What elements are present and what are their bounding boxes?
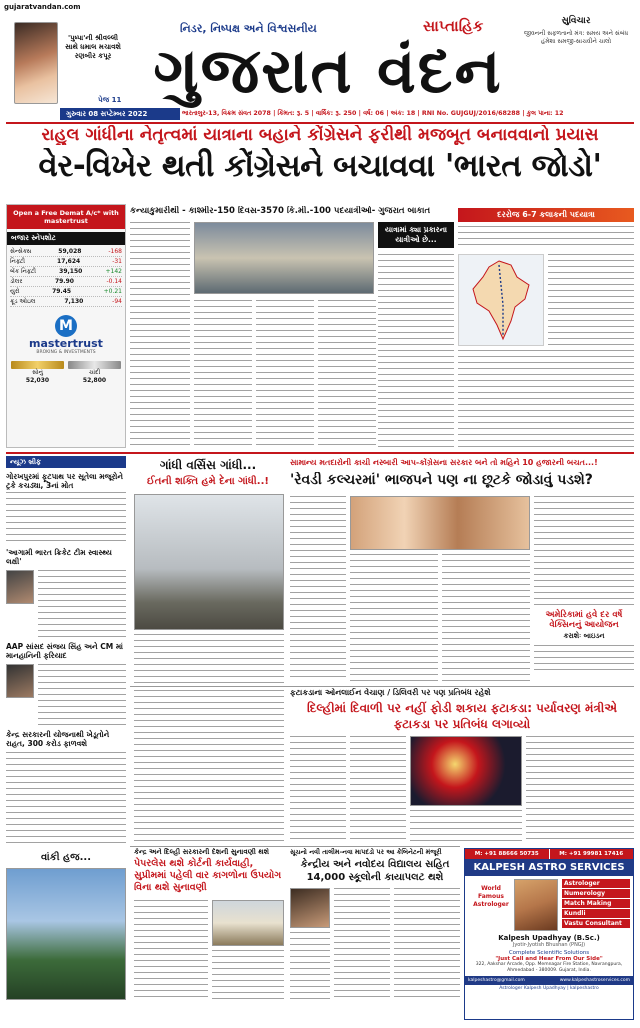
market-row-change: +142 (105, 268, 122, 275)
site-url[interactable]: gujaratvandan.com (4, 3, 81, 11)
supreme-photo (212, 900, 284, 946)
americas-headline: અમેરિકામાં હવે દર વર્ષે વેક્સિનનું આયોજન (545, 610, 623, 630)
lead-text-col-2 (194, 300, 252, 450)
bottom-left-title: વાંકી હજ... (40, 852, 92, 863)
feature-text (134, 634, 284, 684)
market-row (10, 267, 122, 277)
rewdi-text-2 (350, 554, 438, 682)
delhi-text-3 (410, 810, 522, 844)
ad-phone-1[interactable]: M: +91 88666 50735 (465, 849, 549, 859)
market-row-name: યુરો (10, 288, 20, 295)
silver-block (68, 361, 121, 384)
suvichar-box (520, 16, 632, 86)
ad-service-item: Match Making (562, 899, 630, 908)
ad-service-item: Vastu Consultant (562, 919, 630, 928)
supreme-headline: પેપરલેસ થશે કોર્ટની કાર્યવાહી, સુપ્રીમમાં પહેલી વાર કાગળોના ઉપયોગ વિના થશે સુનાવણી (134, 858, 282, 893)
market-row (10, 257, 122, 267)
suvichar-title: સુવિચાર (561, 16, 591, 26)
map-heading: દરરોજ 6-7 કલાકની પદયાત્રા (458, 208, 634, 222)
schools-headline: કેન્દ્રીય અને નવોદય વિદ્યાલય સહિત 14,000 સ્કૂલોની કાયાપલટ થશે (300, 859, 450, 883)
ad-service-item: Numerology (562, 889, 630, 898)
side-heading: યાત્રામાં ક્યા પ્રકારના યાત્રીઓ છે... (378, 222, 454, 248)
market-row-value: 79.90 (54, 278, 74, 285)
page-number: પેજ 11 (98, 96, 122, 104)
schools-text-2 (394, 888, 460, 1000)
market-row-name: ડોલર (10, 278, 23, 285)
ad-contacts (465, 976, 633, 985)
delhi-photo (410, 736, 522, 806)
brief-4: કેન્દ્ર સરકારની યોજનાથી ખેડૂતોને રાહત, 300 કરોડ ફાળવશે (6, 730, 110, 748)
delhi-text-2 (350, 736, 406, 844)
mastertrust-mark-icon: M (55, 315, 77, 337)
ad-brand: KALPESH ASTRO SERVICES (465, 859, 633, 876)
market-row-name: બેંક નિફ્ટી (10, 268, 36, 275)
ad-service-item: Astrologer (562, 879, 630, 888)
ad-web[interactable]: www.kalpeshastroservices.com (559, 978, 630, 983)
map-text (458, 226, 634, 250)
rewdi-headline: 'રેવડી કલ્ચરમાં' ભાજપને પણ ના છૂટકે જોડાવું પડશે? (290, 472, 593, 488)
mastertrust-logo[interactable] (16, 315, 116, 355)
ad-quote: "Just Call and Hear From Our Side" (495, 956, 603, 962)
lead-headline: વેર-વિખેર થતી કોંગ્રેસને બચાવવા 'ભારત જોડો' (38, 148, 602, 184)
schools-kicker: સૂચનો નવી તાલીમ-નવા માપદંડો પર આ કેબિનેટની મંજૂરી (290, 848, 442, 856)
schools-photo (290, 888, 330, 928)
rewdi-kicker: સામાન્ય મતદારોની કાચી નસ્બારી આપ-કોંગ્રેસના સરકાર બને તો મહિને 10 હજારની બચત...! (290, 458, 598, 467)
market-row-change: -94 (112, 298, 122, 305)
delhi-text-4 (526, 736, 634, 844)
brief-2: 'આગામી ભારત ક્રિકેટ ટીમ સ્વાસ્થ્ય લક્ષી' (6, 548, 112, 566)
route-map (458, 254, 544, 346)
india-map-icon (459, 255, 545, 347)
ad-sub: World Famous Astrologer (473, 885, 509, 908)
masthead-tagline: નિડર, નિષ્પક્ષ અને વિશ્વસનીય (180, 22, 317, 35)
ad-person-sub: Jyotir-Jyotish Bhushan (PNGJ) (512, 942, 586, 948)
lead-text-col-1 (130, 222, 190, 450)
feature-title: ગાંધી વર્સિસ ગાંધી... (159, 458, 257, 472)
americas-byline: કરાશેઃ બાઇડન (563, 632, 605, 640)
gold-value: 52,030 (25, 377, 50, 384)
silver-label: ચાંદી (88, 369, 101, 376)
ad-services (562, 879, 630, 931)
market-row-name: ક્રૂડ ઓઇલ (10, 298, 36, 305)
gold-label: સોનું (32, 369, 43, 376)
market-row (10, 277, 122, 287)
americas-text (534, 645, 634, 675)
lead-text-col-4 (318, 300, 376, 450)
delhi-text-1 (290, 736, 346, 844)
suvichar-text: જીવનની સફળતાનો મંત્ર: સમય અને સંબંધ હંમેશા સમજી-સાચવીને ચાલો (523, 30, 629, 45)
market-banner[interactable]: Open a Free Demat A/c* with mastertrust (7, 205, 125, 229)
brief-1: ગોરખપુરમાં ફૂટપાથ પર સૂતેલા મજૂરોને ટ્રકે કચડ્યા, 3નાં મોત (6, 472, 123, 490)
market-row-value: 39,150 (59, 268, 83, 275)
lead-kicker: રાહુલ ગાંધીના નેતૃત્વમાં યાત્રાના બહાને કોંગ્રેસને ફરીથી મજબૂત બનાવવાનો પ્રયાસ (41, 125, 599, 145)
brief-3: AAP સાંસદ સંજય સિંહ અને CM માં માનહાનિની ફરિયાદ (6, 642, 123, 660)
date-bar: ગુરુવાર 08 સપ્ટેમ્બર 2022 (60, 108, 180, 120)
masthead-divider (6, 122, 634, 124)
market-rows (7, 245, 125, 309)
divider-3 (130, 846, 460, 847)
market-row-change: +0.21 (103, 288, 122, 295)
market-row-change: -31 (112, 258, 122, 265)
market-row-value: 59,028 (58, 248, 82, 255)
side-text (378, 254, 454, 450)
market-row-name: નિફ્ટી (10, 258, 26, 265)
market-row-value: 79.45 (52, 288, 72, 295)
ad-phones (465, 849, 633, 859)
market-row (10, 287, 122, 297)
ad-portrait (514, 879, 558, 931)
mastertrust-brand: mastertrust (29, 337, 103, 350)
rewdi-text-4 (534, 496, 634, 606)
silver-icon (68, 361, 121, 369)
feature-photo (134, 494, 284, 630)
delhi-headline: દિલ્હીમાં દિવાળી પર નહીં ફોડી શકાય ફટાકડા: પર્યાવરણ મંત્રીએ ફટાકડા પર પ્રતિબંધ લગાવ્યો (307, 701, 617, 731)
americas-box (534, 610, 634, 684)
rewdi-text-3 (442, 554, 530, 682)
ad-service-item: Kundli (562, 909, 630, 918)
bottom-left-photo (6, 868, 126, 1000)
brief-2-text (38, 570, 126, 638)
market-row (10, 247, 122, 257)
market-row-value: 17,624 (57, 258, 81, 265)
market-row-change: -168 (108, 248, 122, 255)
market-row (10, 297, 122, 307)
lead-photo (194, 222, 374, 294)
market-panel (6, 204, 126, 448)
ad-phone-2[interactable]: M: +91 99981 17416 (549, 849, 634, 859)
promo-photo (14, 22, 58, 104)
astro-ad[interactable] (464, 848, 634, 1020)
supreme-text-2 (212, 950, 284, 1000)
ad-person: Kalpesh Upadhyay (B.Sc.) (498, 934, 600, 942)
gold-block (11, 361, 64, 384)
brief-4-text (6, 752, 126, 846)
mastertrust-sub: BROKING & INVESTMENTS (36, 350, 96, 355)
lead-subline: કન્યાકુમારીથી - કાશ્મીર-150 દિવસ-3570 કિ.મી.-100 પદયાત્રીઓ- ગુજરાત બાકાત (130, 206, 431, 216)
masthead-title: ગુજરાત વંદન (153, 34, 503, 107)
map-bottom-text (458, 350, 634, 450)
ad-email[interactable]: kalpeshastro@gmail.com (468, 978, 525, 983)
metals-row (7, 355, 125, 384)
promo-text: 'પુષ્પા'ની શ્રીવલ્લી સાથે ધમાલ મચાવશે રણબીર કપૂર (65, 34, 121, 60)
brief-3-photo (6, 664, 34, 698)
divider-2 (130, 686, 634, 687)
gold-icon (11, 361, 64, 369)
silver-value: 52,800 (82, 377, 107, 384)
weekly-badge: સાપ્તાહિક (423, 17, 484, 35)
brief-1-text (6, 492, 126, 544)
rewdi-photo (350, 496, 530, 550)
market-row-change: -0.14 (106, 278, 122, 285)
ad-address: 322, Aakshar Arcade, Opp. Memnagar Fire Station, Navrangpura, Ahmedabad - 380009. Gujarat, India. (475, 962, 623, 973)
divider-1 (6, 452, 634, 454)
feature-subtitle: ઈતની શક્તિ હમે દેના ગાંધી..! (147, 476, 269, 487)
map-side-text (548, 254, 634, 346)
schools-text-1 (334, 888, 390, 1000)
schools-text-0 (290, 932, 330, 1000)
market-row-name: સેન્સેક્સ (10, 248, 32, 255)
feature-text-2 (134, 690, 284, 844)
market-row-value: 7,130 (64, 298, 84, 305)
supreme-kicker: કેન્દ્ર અને દિલ્હી સરકારની દેશની સુનાવણી થશે (134, 848, 270, 856)
lead-text-col-3 (256, 300, 314, 450)
delhi-kicker: ફટાકડાના ઓનલાઈન વેચાણ / ડિલિવરી પર પણ પ્રતિબંધ રહેશે (290, 688, 491, 697)
supreme-text (134, 900, 208, 1000)
market-title: બજાર સ્નેપશોટ (7, 232, 125, 245)
rewdi-text-1 (290, 496, 346, 682)
ad-footer-sub: Complete Scientific Solutions (508, 950, 590, 956)
ad-social[interactable]: Astrologer Kalpesh Upadhyay | kalpeshastro (499, 986, 599, 991)
brief-2-photo (6, 570, 34, 604)
meta-bar: ભારતાલુર-13, વિક્રમ સંવત 2078 | કિંમત: રૂ. 5 | વાર્ષિક: રૂ. 250 | વર્ષ: 06 | અંક: 18 | RNI No. GUJGUJ/2016/68288 | કુલ પાના: 12 (182, 110, 564, 117)
brief-3-text (38, 664, 126, 726)
news-brief-label: ન્યૂઝ બ્રીફ (6, 456, 126, 468)
